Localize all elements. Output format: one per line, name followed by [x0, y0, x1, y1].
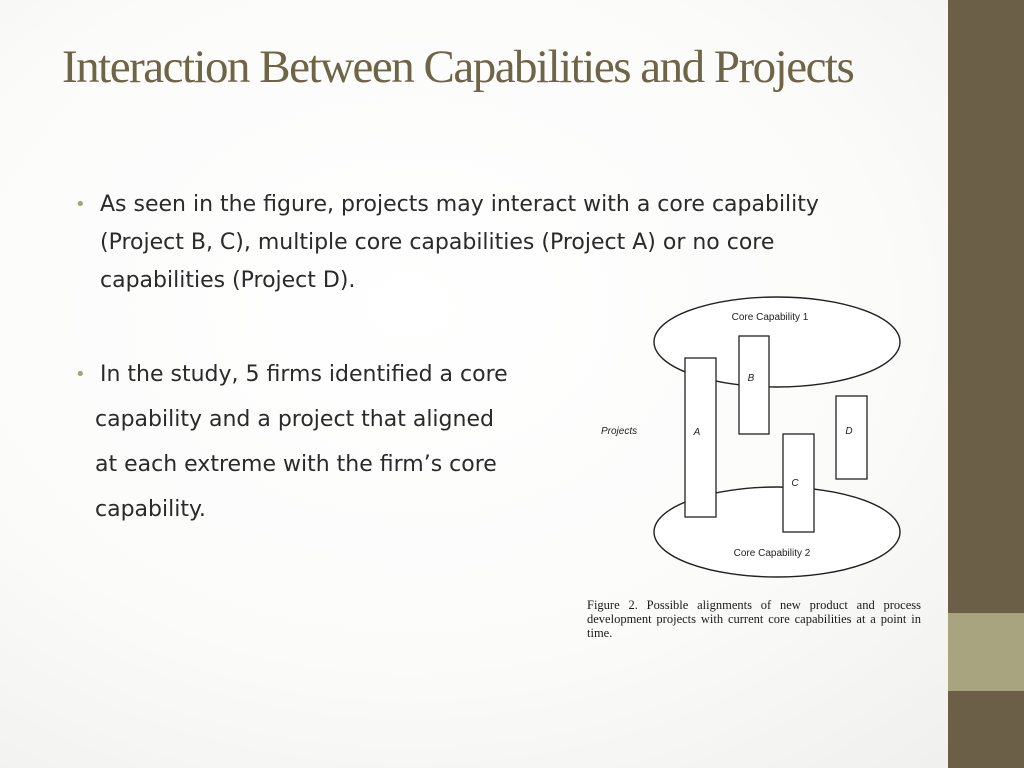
bullet-1 — [75, 186, 890, 300]
bullet-2 — [75, 352, 580, 532]
project-d-box — [836, 396, 867, 479]
projects-axis-label: Projects — [601, 426, 638, 437]
slide-title: Interaction Between Capabilities and Projects — [62, 41, 854, 93]
figure-caption: Figure 2. Possible alignments of new product and process development projects with current core capabilities at a point in time. — [587, 598, 921, 640]
project-a-box — [685, 358, 716, 517]
bullet-dot-icon: • — [75, 364, 86, 385]
bullet-2-line-4: capability. — [95, 497, 206, 522]
bullet-dot-icon: • — [75, 194, 86, 215]
bullet-1-text: As seen in the figure, projects may interact with a core capability (Project B, C), multiple core capabilities (Project A) or no core capabilities (Project D). — [100, 192, 819, 293]
project-a-label: A — [693, 427, 701, 438]
project-d-label: D — [845, 426, 853, 437]
project-b-box — [739, 336, 769, 434]
core-capability-1-label: Core Capability 1 — [731, 312, 809, 323]
bullet-2-line-2: capability and a project that aligned — [95, 407, 494, 432]
project-b-label: B — [747, 373, 755, 384]
bullet-2-line-3: at each extreme with the firm’s core — [95, 452, 497, 477]
decorative-side-accent — [948, 613, 1024, 691]
figure-diagram — [585, 295, 925, 595]
bullet-2-line-1: In the study, 5 firms identified a core — [100, 362, 508, 387]
core-capability-2-label: Core Capability 2 — [733, 548, 811, 559]
project-c-label: C — [791, 478, 799, 489]
